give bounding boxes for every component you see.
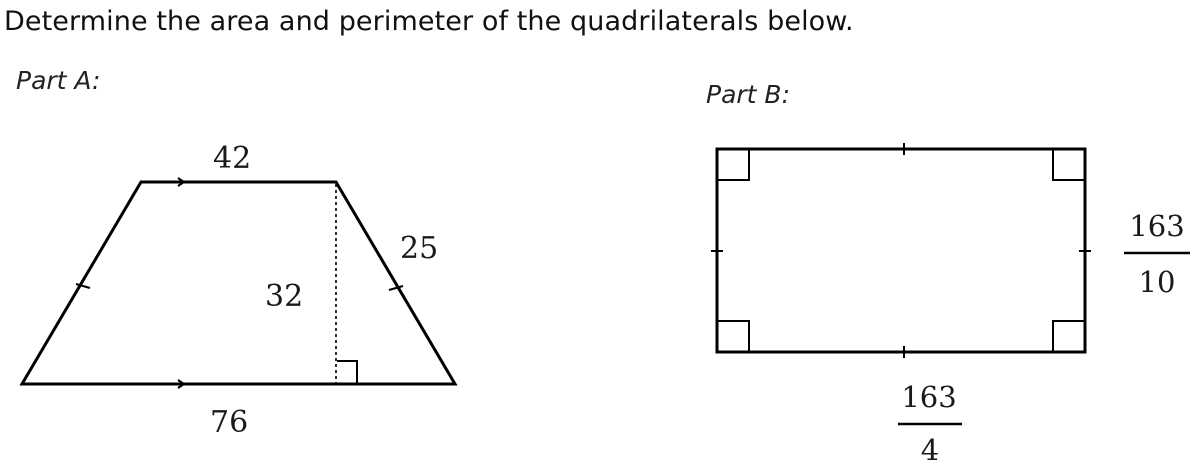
corner-marker-top-right [1053,149,1085,180]
part-a-label: Part A: [16,66,101,95]
height-denominator: 10 [1138,265,1176,299]
trapezoid-figure [22,141,455,440]
trapezoid-outline [22,182,455,384]
part-b-label: Part B: [706,80,790,109]
slant-side-label: 25 [400,231,439,266]
instruction-text: Determine the area and perimeter of the quadrilaterals below. [4,6,854,37]
width-denominator: 4 [920,433,940,467]
corner-marker-bottom-left [717,321,749,352]
top-base-label: 42 [213,141,252,176]
height-label: 32 [265,279,304,314]
bottom-base-label: 76 [210,405,249,440]
right-angle-marker [337,361,357,383]
height-numerator: 163 [1129,209,1185,243]
rectangle-outline [717,149,1085,352]
rectangle-figure [711,143,1190,467]
width-numerator: 163 [901,380,957,414]
corner-marker-top-left [717,149,749,180]
corner-marker-bottom-right [1053,321,1085,352]
